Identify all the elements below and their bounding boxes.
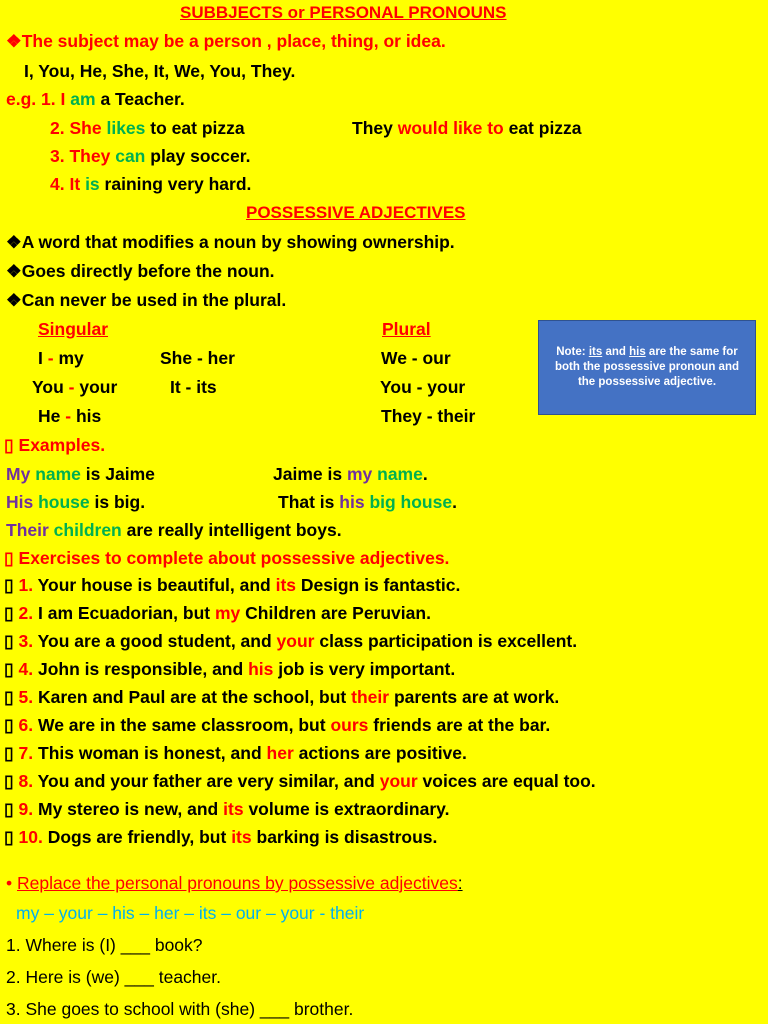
exercise-num: 3. [18, 631, 34, 651]
exercise-num: 8. [18, 771, 34, 791]
exercise-answer: her [266, 743, 294, 763]
ex-rest: are really intelligent boys. [126, 520, 342, 540]
exercise-num: 5. [18, 687, 34, 707]
ex2-rest: to eat pizza [150, 118, 245, 138]
ex-w1: My [6, 464, 31, 484]
ex-w2: big house [369, 492, 453, 512]
plural-row-2: You - your [380, 377, 466, 397]
note-his: his [629, 346, 646, 358]
rule-text: A word that modifies a noun by showing ownership. [21, 232, 455, 252]
ex1-num: 1. [41, 89, 56, 109]
singular-label: Singular [38, 319, 109, 339]
replace-text: Replace the personal pronouns by possessive adjectives [17, 873, 458, 893]
q-pre: 2. Here is (we) [6, 967, 120, 987]
q-blank[interactable]: ___ [120, 935, 150, 955]
exercise-row [4, 630, 577, 652]
q-post: teacher. [158, 967, 222, 987]
sing-a: I [38, 348, 43, 368]
exercise-row [4, 686, 559, 708]
eg-prefix: e.g. [6, 89, 37, 109]
ex2-w4: would like to [397, 118, 504, 138]
ex-w2: house [38, 492, 90, 512]
exercise-post: barking is disastrous. [256, 827, 438, 847]
exercise-num: 1. [18, 575, 34, 595]
singular-row-2: You - your [32, 377, 118, 397]
q-pre: 1. Where is (I) [6, 935, 116, 955]
bullet-box: ▯ [4, 743, 14, 763]
rule-3 [6, 289, 286, 311]
exercise-answer: its [223, 799, 244, 819]
ex-end: . [422, 464, 428, 484]
bullet-box: ▯ [4, 435, 14, 455]
exercise-answer: his [248, 659, 274, 679]
title-personal-pronouns: SUBBJECTS or PERSONAL PRONOUNS [180, 3, 507, 22]
bullet-star: ❖ [6, 261, 22, 281]
bullet-box: ▯ [4, 687, 14, 707]
exercise-post: Design is fantastic. [300, 575, 461, 595]
word-bank: my – your – his – her – its – our – your - their [16, 903, 365, 923]
exercise-answer: ours [330, 715, 369, 735]
exercise-post: parents are at work. [393, 687, 560, 707]
exercise-row [4, 798, 449, 820]
bullet-box: ▯ [4, 799, 14, 819]
exercise-row [4, 742, 467, 764]
ex-rest: is Jaime [85, 464, 155, 484]
singular2-row-1: She - her [160, 348, 235, 368]
sing-b: my [58, 348, 84, 368]
example-2b [352, 117, 582, 139]
ex-w1: His [6, 492, 34, 512]
rule-text: Can never be used in the plural. [21, 290, 287, 310]
note-box [538, 320, 756, 415]
exercise-row [4, 714, 550, 736]
exercise-answer: my [215, 603, 241, 623]
q-post: brother. [293, 999, 354, 1019]
pronoun-list: I, You, He, She, It, We, You, They. [24, 61, 296, 81]
ex-w1: his [339, 492, 365, 512]
exercise-row [4, 770, 596, 792]
plural-row-1: We - our [381, 348, 451, 368]
exercise-pre: My stereo is new, and [38, 799, 219, 819]
bullet-star: ❖ [6, 290, 22, 310]
ex3-rest: play soccer. [150, 146, 251, 166]
exercise-pre: We are in the same classroom, but [38, 715, 326, 735]
replace-bullet: • [6, 873, 13, 893]
ex4-w2: is [85, 174, 100, 194]
ex3-w1: They [69, 146, 111, 166]
ex2-rest2: eat pizza [508, 118, 582, 138]
ex2-w1: She [69, 118, 102, 138]
exercise-pre: You are a good student, and [37, 631, 272, 651]
replace-colon: : [457, 873, 463, 893]
note-text [547, 345, 747, 390]
ex1-w2: am [70, 89, 96, 109]
singular2-row-2: It - its [170, 377, 217, 397]
exercise-answer: your [276, 631, 315, 651]
note-lead: Note: [556, 346, 586, 358]
examples-label [4, 434, 105, 456]
ex-w2: children [53, 520, 122, 540]
ex-rest: is big. [94, 492, 146, 512]
ex2-num: 2. [50, 118, 65, 138]
exercise-num: 2. [18, 603, 34, 623]
ex-end: . [452, 492, 457, 512]
plural-row-3: They - their [381, 406, 476, 426]
ex-pre: That is [278, 492, 335, 512]
plural-label: Plural [382, 319, 431, 339]
replace-instruction [6, 872, 463, 894]
exercise-post: class participation is excellent. [319, 631, 578, 651]
exercise-num: 9. [18, 799, 34, 819]
bullet-box: ▯ [4, 631, 14, 651]
examples-row-2b [278, 491, 457, 513]
exercise-pre: I am Ecuadorian, but [38, 603, 211, 623]
bullet-box: ▯ [4, 603, 14, 623]
ex3-num: 3. [50, 146, 65, 166]
q-blank[interactable]: ___ [259, 999, 290, 1019]
exercise-pre: John is responsible, and [38, 659, 244, 679]
q-pre: 3. She goes to school with (she) [6, 999, 256, 1019]
exercises-label-text: Exercises to complete about possessive adjectives. [18, 548, 450, 568]
rule-1 [6, 231, 455, 253]
ex1-w1: I [60, 89, 66, 109]
ex4-num: 4. [50, 174, 65, 194]
exercise-post: voices are equal too. [422, 771, 596, 791]
ex1-rest: a Teacher. [100, 89, 185, 109]
note-and: and [605, 346, 626, 358]
ex4-rest: raining very hard. [104, 174, 252, 194]
ex2-w2: likes [106, 118, 146, 138]
rule-text: Goes directly before the noun. [21, 261, 275, 281]
exercise-pre: Karen and Paul are at the school, but [38, 687, 347, 707]
note-its: its [588, 346, 603, 358]
sing-b: his [75, 406, 102, 426]
exercise-post: job is very important. [278, 659, 456, 679]
exercise-num: 6. [18, 715, 34, 735]
note-rest: are the same for both the possessive pronoun and the possessive adjective. [554, 346, 740, 388]
exercise-pre: You and your father are very similar, and [37, 771, 375, 791]
exercise-num: 4. [18, 659, 34, 679]
exercise-pre: Your house is beautiful, and [37, 575, 271, 595]
exercise-answer: their [351, 687, 390, 707]
exercise-row [4, 658, 455, 680]
examples-row-2a [6, 491, 145, 513]
ex-w1: my [346, 464, 373, 484]
title-possessive-adjectives: POSSESSIVE ADJECTIVES [246, 203, 466, 222]
bullet-box: ▯ [4, 827, 14, 847]
question-3 [6, 998, 353, 1020]
exercise-answer: its [231, 827, 252, 847]
singular-row-3: He - his [38, 406, 102, 426]
sing-a: You [32, 377, 64, 397]
bullet-box: ▯ [4, 575, 14, 595]
exercise-answer: its [275, 575, 297, 595]
example-3 [50, 145, 250, 167]
singular-row-1: I - my [38, 348, 84, 368]
exercise-row [4, 602, 431, 624]
exercise-post: actions are positive. [298, 743, 467, 763]
bullet-box: ▯ [4, 548, 14, 568]
subject-def-text: The subject may be a person , place, thing, or idea. [21, 31, 446, 51]
q-post: book? [154, 935, 203, 955]
bullet-box: ▯ [4, 659, 14, 679]
subject-definition [6, 30, 446, 52]
example-1 [6, 88, 185, 110]
sing-b: your [79, 377, 118, 397]
ex-w1: Their [6, 520, 49, 540]
bullet-star: ❖ [6, 31, 22, 51]
example-4 [50, 173, 251, 195]
ex4-w1: It [69, 174, 81, 194]
ex-w2: name [377, 464, 423, 484]
exercise-post: volume is extraordinary. [248, 799, 450, 819]
exercises-label [4, 547, 449, 569]
exercise-row [4, 826, 437, 848]
bullet-box: ▯ [4, 771, 14, 791]
bullet-star: ❖ [6, 232, 22, 252]
exercise-pre: This woman is honest, and [38, 743, 262, 763]
question-1 [6, 934, 203, 956]
q-blank[interactable]: ___ [124, 967, 154, 987]
exercise-answer: your [379, 771, 418, 791]
exercise-row [4, 574, 460, 596]
exercise-post: Children are Peruvian. [245, 603, 431, 623]
ex-pre: Jaime is [273, 464, 343, 484]
exercise-num: 7. [18, 743, 34, 763]
ex-w2: name [35, 464, 81, 484]
examples-row-3 [6, 519, 342, 541]
examples-row-1b [273, 463, 428, 485]
ex2-w3: They [352, 118, 393, 138]
examples-label-text: Examples. [18, 435, 106, 455]
exercise-pre: Dogs are friendly, but [47, 827, 227, 847]
exercise-post: friends are at the bar. [373, 715, 551, 735]
question-2 [6, 966, 221, 988]
examples-row-1a [6, 463, 155, 485]
ex3-w2: can [115, 146, 146, 166]
example-2 [50, 117, 245, 139]
exercise-num: 10. [18, 827, 43, 847]
bullet-box: ▯ [4, 715, 14, 735]
rule-2 [6, 260, 275, 282]
sing-a: He [38, 406, 61, 426]
